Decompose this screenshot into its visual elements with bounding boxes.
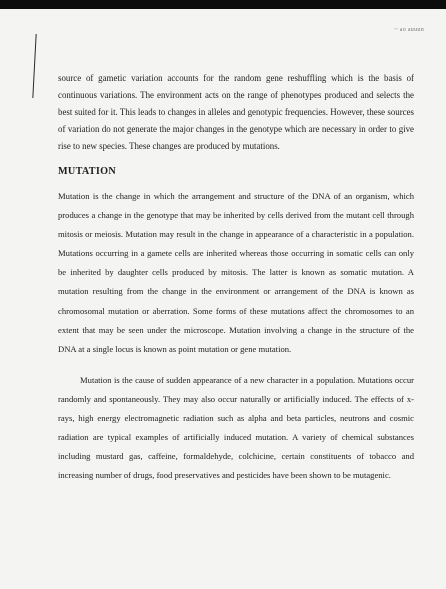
paragraph-mutation-causes: Mutation is the cause of sudden appearance of a new character in a population. Mutations occur randomly and spontaneously. They may also occur naturally or artificially induced. The effects of x-rays, high energy electromagnetic radiation such as alpha and beta particles, neutrons and cosmic radiation are typical examples of artificially induced mutation. A variety of chemical substances including mustard gas, caffeine, formaldehyde, colchicine, certain constituents of tobacco and increasing number of drugs, food preservatives and pesticides have been shown to be mutagenic. (58, 374, 414, 481)
margin-pen-mark (32, 34, 37, 98)
paragraph-gametic-variation: source of gametic variation accounts for the random gene reshuffling which is the basis of continuous variations. The environment acts on the range of phenotypes produced and selects the best suited for it. This leads to changes in alleles and genotypic frequencies. However, these sources of variation do not generate the major changes in the genotype which are necessary in order to give rise to new species. These changes are produced by mutations. (58, 73, 414, 151)
paragraph-mutation-definition: Mutation is the change in which the arrangement and structure of the DNA of an organism, which produces a change in the genotype that may be inherited by cells derived from the mutant cell through mitosis or meiosis. Mutation may result in the change in appearance of a characteristic in a population. Mutations occurring in a gamete cells are inherited whereas those occurring in somatic cells can only be inherited by daughter cells produced by mitosis. The latter is known as somatic mutation. A mutation resulting from the change in the environment or arrangement of the DNA is known as chromosomal mutation or aberration. Some forms of these mutations affect the chromosomes to an extent that may be seen under the microscope. Mutation involving a change in the structure of the DNA at a single locus is known as point mutation or gene mutation. (58, 191, 414, 354)
section-heading-mutation: MUTATION (58, 166, 117, 177)
page-header-fragment: ~ ao auuun (394, 27, 424, 33)
document-body (58, 70, 414, 485)
scan-top-edge (0, 0, 446, 9)
